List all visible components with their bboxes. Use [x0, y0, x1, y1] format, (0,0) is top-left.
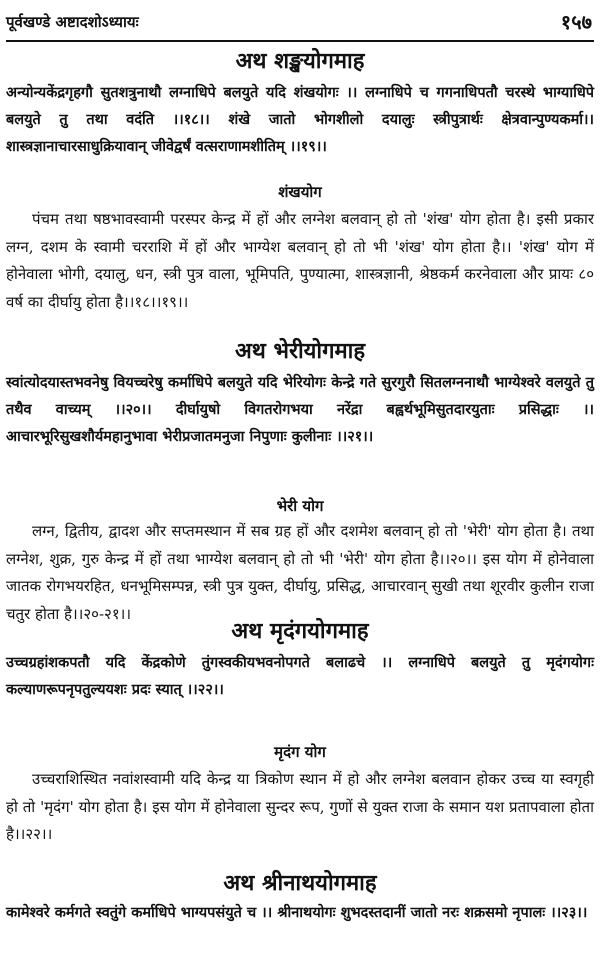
hindi-translation: पंचम तथा षष्ठभावस्वामी परस्पर केन्द्र में हों और लग्नेश बलवान् हो तो 'शंख' योग होता है। इसी प्रकार लग्न, दशम के स्वामी चरराशि में हों और भाग्येश बलवान् हो तो भी 'शंख' योग होता है।। 'शंख' योग में होनेवाला भोगी, दयालु, धन, स्त्री पुत्र वाला, भूमिपति, पुण्यात्मा, शास्त्रज्ञानी, श्रेष्ठकर्म करनेवाला और प्रायः ८० वर्ष का दीर्घायु होता है।।१८।।१९।।	[6, 210, 594, 311]
running-header: पूर्वखण्डे अष्टादशोऽध्यायः	[6, 13, 139, 31]
sanskrit-verse: स्वांत्योदयास्तभवनेषु वियच्चरेषु कर्माधिपे बलयुते यदि भेरियोगः केन्द्रे गते सुरगुरौ सितलग्ननाथौ भाग्येश्वरे वलयुते तु तथैव वाच्यम् ।।२०।। दीर्घायुषो विगतरोगभया नरेंद्रा बह्वर्थभूमिसुतदारयुताः प्रसिद्धाः ।। आचारभूरिसुखशौर्यमहानुभावा भेरीप्रजातमनुजा निपुणाः कुलीनाः ।।२१।।	[6, 375, 594, 445]
hindi-translation: लग्न, द्वितीय, द्वादश और सप्तमस्थान में सब ग्रह हों और दशमेश बलवान् हो तो 'भेरी' योग होता है। तथा लग्नेश, शुक्र, गुरु केन्द्र में हों तथा भाग्येश बलवान् हो तो भी 'भेरी' योग होता है।।२०।। इस योग में होनेवाला जातक रोगभयरहित, धनभूमिसम्पन्न, स्त्री पुत्र युक्त, दीर्घायु, प्रसिद्ध, आचारवान् सुखी तथा शूरवीर कुलीन राजा चतुर होता है।।२०-२१।।	[6, 522, 594, 623]
sanskrit-verse: उच्चग्रहांशकपतौ यदि केंद्रकोणे तुंगस्वकीयभवनोपगते बलाढचे ।। लग्नाधिपे बलयुते तु मृदंगयोगः कल्याणरूपनृपतुल्ययशः प्रदः स्यात् ।।२२।।	[6, 655, 594, 698]
section-heading: अथ भेरीयोगमाह	[234, 339, 366, 364]
section-heading: अथ श्रीनाथयोगमाह	[223, 871, 377, 896]
section-heading: अथ मृदंगयोगमाह	[231, 619, 369, 644]
page-number: १५७	[560, 10, 592, 34]
hindi-translation: उच्चराशिस्थित नवांशस्वामी यदि केन्द्र या त्रिकोण स्थान में हो और लग्नेश बलवान होकर उच्च या स्वगृही हो तो 'मृदंग' योग होता है। इस योग में होनेवाला सुन्दर रूप, गुणों से युक्त राजा के समान यश प्रतापवाला होता है।।२२।।	[6, 770, 594, 843]
section-subheading: मृदंग योग	[274, 743, 326, 761]
section-heading: अथ शङ्खयोगमाह	[235, 49, 365, 74]
sanskrit-verse: कामेश्वरे कर्मगते स्वतुंगे कर्माधिपे भाग्यपसंयुते च ।। श्रीनाथयोगः शुभदस्तदानीं जातो नरः शक्रसमो नृपालः ।।२३।।	[6, 905, 588, 921]
section-subheading: शंखयोग	[278, 183, 322, 201]
section-subheading: भेरी योग	[276, 497, 324, 515]
sanskrit-verse: अन्योन्यकेंद्रगृहगौ सुतशत्रुनाथौ लग्नाधिपे बलयुते यदि शंखयोगः ।। लग्नाधिपे च गगनाधिपतौ चरस्थे भाग्याधिपे बलयुते तु तथा वदंति ।।१८।। शंखे जातो भोगशीलो दयालुः स्त्रीपुत्रार्थः क्षेत्रवान्पुण्यकर्मा।। शास्त्रज्ञानाचारसाधुक्रियावान् जीवेद्वर्षं वत्सराणामशीतिम् ।।१९।।	[6, 85, 594, 155]
page-header	[6, 6, 594, 42]
